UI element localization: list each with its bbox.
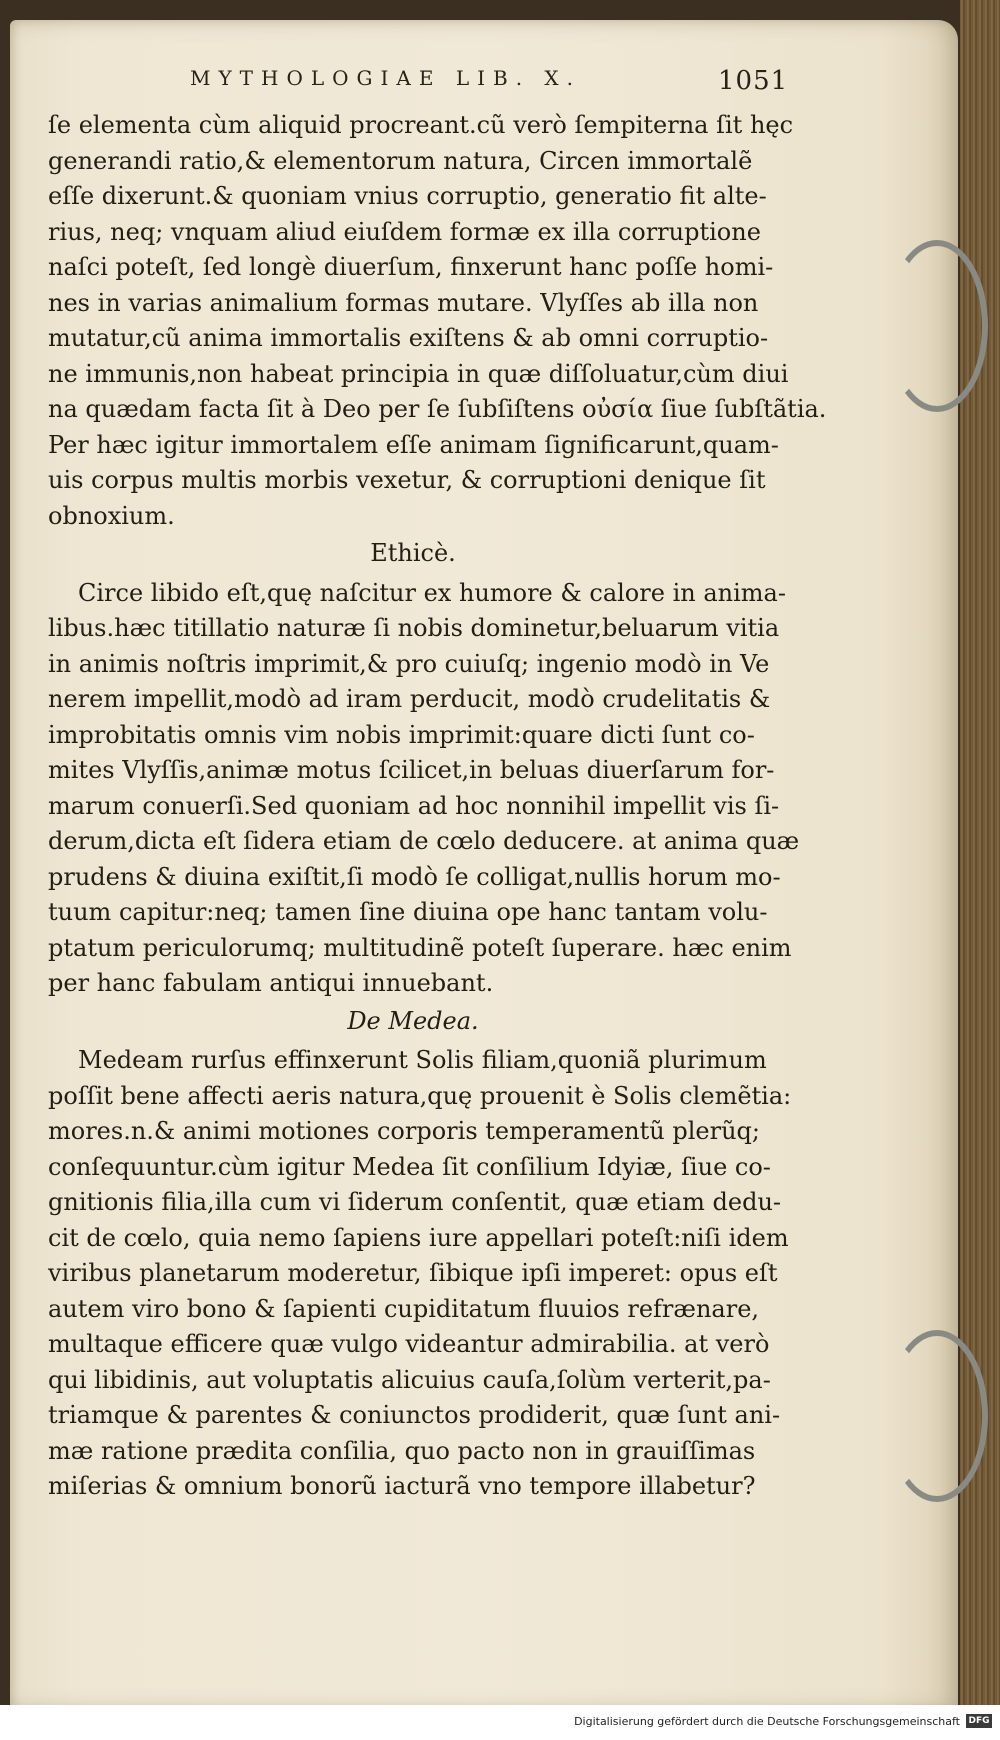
text-line: Circe libido eſt,quę naſcitur ex humore & calore in anima- <box>78 578 786 607</box>
ring-binder-right-decoration <box>886 1330 988 1502</box>
text-line: eſſe dixerunt.& quoniam vnius corruptio, generatio fit alte- <box>48 182 767 210</box>
dfg-credit-text: Digitalisierung gefördert durch die Deutsche Forschungsgemeinschaft <box>574 1715 960 1728</box>
text-line: ne immunis,non habeat principia in quæ diſſoluatur,cùm diui <box>48 359 789 388</box>
paragraph-3 <box>48 1043 792 1505</box>
text-line: cit de cœlo, quia nemo ſapiens iure appellari poteſt:niſi idem <box>48 1223 789 1252</box>
text-line: per hanc fabulam antiqui innuebant. <box>48 969 494 997</box>
dfg-logo: DFG <box>966 1714 992 1728</box>
text-line: mutatur,cũ anima immortalis exiſtens & ab omni corruptio- <box>48 324 769 352</box>
text-line: obnoxium. <box>48 501 175 530</box>
text-line: triamque & parentes & coniunctos prodiderit, quæ ſunt ani- <box>48 1401 781 1429</box>
text-line: in animis noſtris imprimit,& pro cuiuſq; ingenio modò in Ve <box>48 649 770 678</box>
text-line: mites Vlyſſis,animæ motus ſcilicet,in beluas diuerſarum for- <box>48 756 775 784</box>
text-line: gnitionis filia,illa cum vi ſiderum conſentit, quæ etiam dedu- <box>48 1188 782 1216</box>
text-line: conſequuntur.cùm igitur Medea ſit conſilium Idyiæ, ſiue co- <box>48 1152 771 1181</box>
text-line: naſci poteſt, ſed longè diuerſum, finxerunt hanc poſſe homi- <box>48 253 774 281</box>
text-line: libus.hæc titillatio naturæ ſi nobis dominetur,beluarum vitia <box>48 614 780 642</box>
text-line: ptatum periculorumq; multitudinẽ poteſt ſuperare. hæc enim <box>48 933 792 962</box>
text-line: Per hæc igitur immortalem eſſe animam ſignificarunt,quam- <box>48 430 779 459</box>
paragraph-2 <box>48 576 800 1002</box>
page-number: 1051 <box>718 66 789 96</box>
text-line: autem viro bono & ſapienti cupiditatum fluuios refrænare, <box>48 1294 760 1323</box>
text-line: multaque efficere quæ vulgo videantur admirabilia. at verò <box>48 1330 770 1358</box>
text-line: generandi ratio,& elementorum natura, Circen immortalẽ <box>48 146 753 175</box>
text-line: qui libidinis, aut voluptatis alicuius cauſa,ſolùm verterit,pa- <box>48 1365 771 1394</box>
text-line: viribus planetarum moderetur, ſibique ipſi imperet: opus eſt <box>48 1259 778 1287</box>
text-line: nerem impellit,modò ad iram perducit, modò crudelitatis & <box>48 685 771 713</box>
ring-binder-left-decoration <box>886 240 988 412</box>
text-line: ſe elementa cùm aliquid procreant.cũ verò ſempiterna ſit hęc <box>48 111 794 139</box>
text-line: miſerias & omnium bonorũ iacturã vno tempore illabetur? <box>48 1472 756 1500</box>
digitization-footer <box>0 1705 1000 1740</box>
text-line: derum,dicta eſt ſidera etiam de cœlo deducere. at anima quæ <box>48 827 800 855</box>
text-line: marum conuerſi.Sed quoniam ad hoc nonnihil impellit vis ſi- <box>48 791 780 820</box>
text-line: na quædam facta ſit à Deo per ſe ſubſiſtens οὐσία ſiue ſubſtãtia. <box>48 395 827 423</box>
text-line: nes in varias animalium formas mutare. Vlyſſes ab illa non <box>48 288 759 317</box>
paragraph-1 <box>48 108 827 534</box>
page-text <box>48 108 827 1505</box>
text-line: poſſit bene affecti aeris natura,quę prouenit è Solis clemẽtia: <box>48 1081 792 1110</box>
text-line: prudens & diuina exiſtit,ſi modò ſe colligat,nullis horum mo- <box>48 862 781 891</box>
section-heading-ethice: Ethicè. <box>370 539 456 567</box>
text-line: improbitatis omnis vim nobis imprimit:quare dicti ſunt co- <box>48 720 755 749</box>
text-line: tuum capitur:neq; tamen ſine diuina ope hanc tantam volu- <box>48 898 768 926</box>
running-title: MYTHOLOGIAE LIB. X. <box>190 66 582 90</box>
section-heading-medea: De Medea. <box>347 1006 479 1035</box>
text-line: Medeam rurſus effinxerunt Solis filiam,quoniã plurimum <box>78 1046 767 1074</box>
text-line: mores.n.& animi motiones corporis temperamentũ plerũq; <box>48 1117 760 1145</box>
text-line: mæ ratione prædita conſilia, quo pacto non in grauiſſimas <box>48 1436 756 1465</box>
text-line: uis corpus multis morbis vexetur, & corruptioni denique ſit <box>48 466 766 494</box>
text-line: rius, neq; vnquam aliud eiuſdem formæ ex illa corruptione <box>48 217 761 246</box>
